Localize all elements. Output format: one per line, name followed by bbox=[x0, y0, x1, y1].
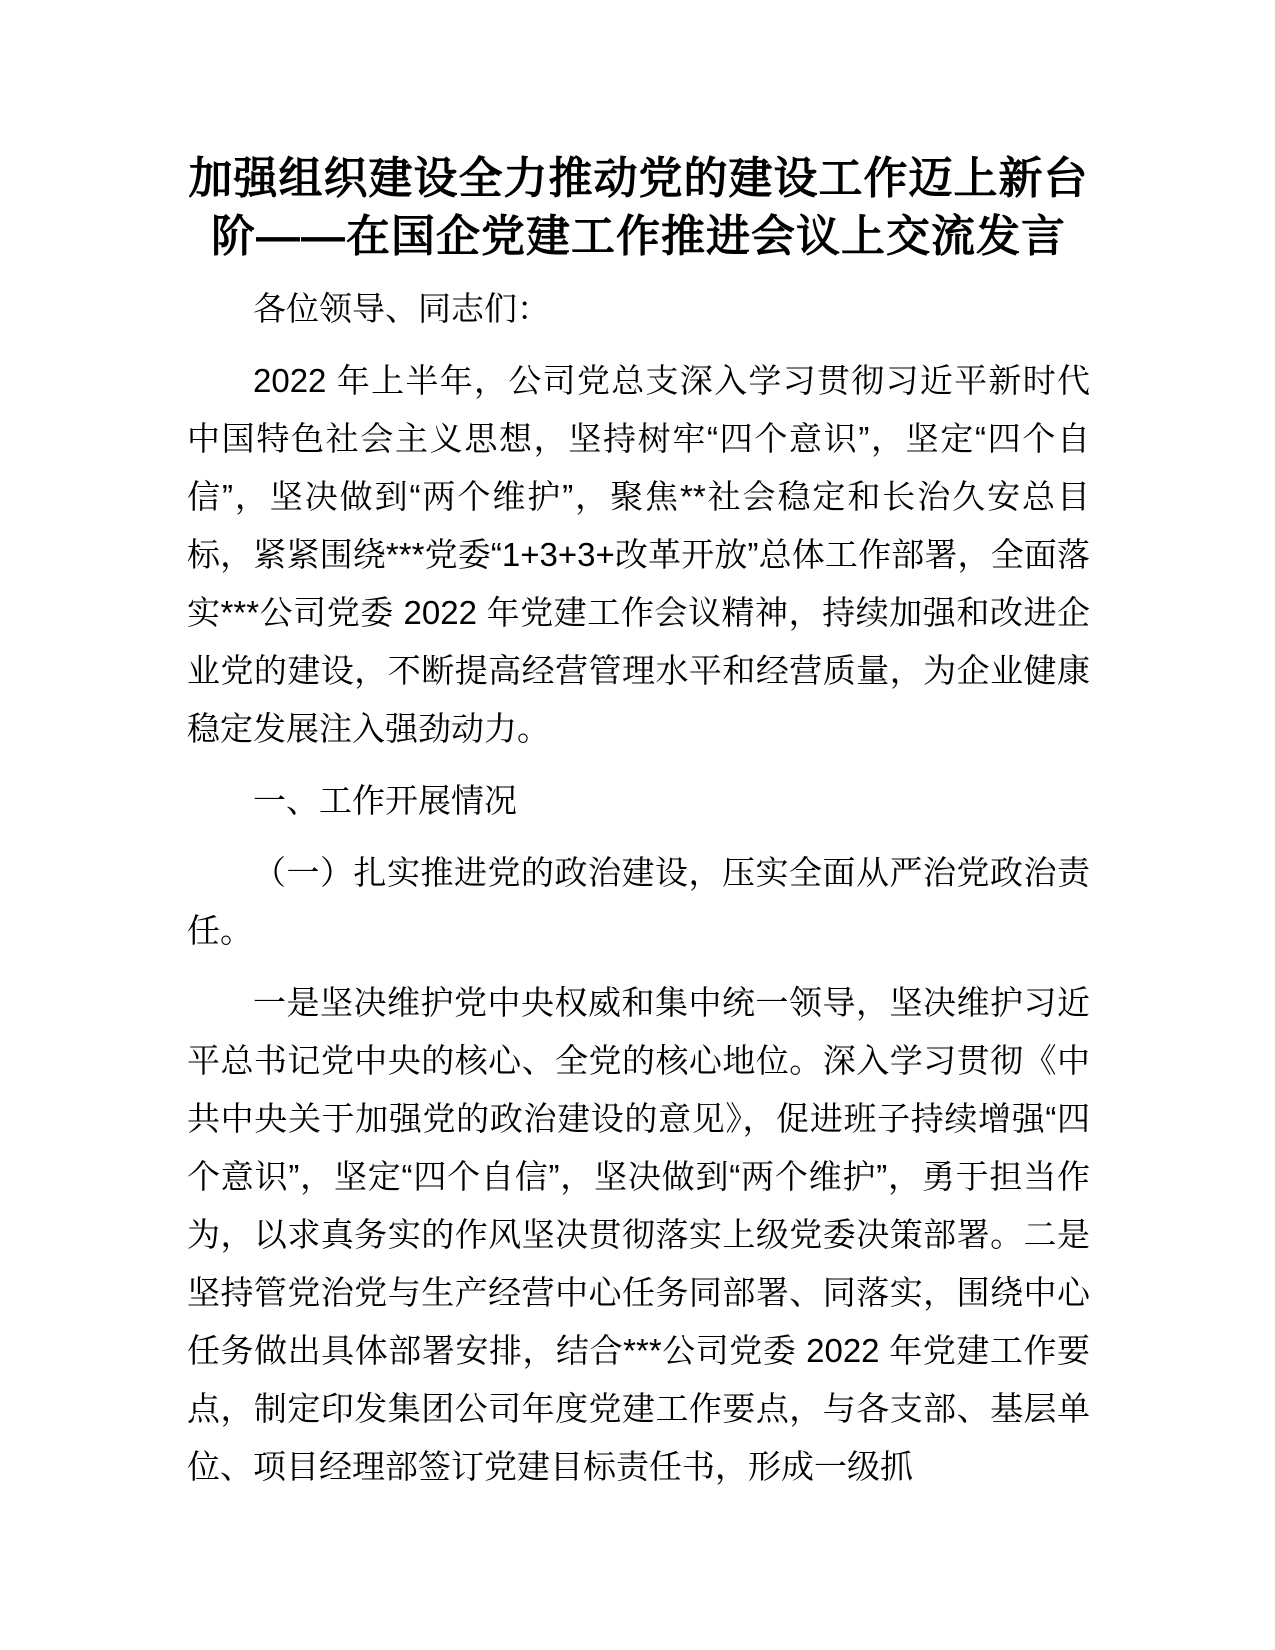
body-paragraph-1: 一是坚决维护党中央权威和集中统一领导，坚决维护习近平总书记党中央的核心、全党的核心地位。深入学习贯彻《中共中央关于加强党的政治建设的意见》，促进班子持续增强“四个意识”，坚定“四个自信”，坚决做到“两个维护”，勇于担当作为，以求真务实的作风坚决贯彻落实上级党委决策部署。二是坚持管党治党与生产经营中心任务同部署、同落实，围绕中心任务做出具体部署安排，结合***公司党委 2022 年党建工作要点，制定印发集团公司年度党建工作要点，与各支部、基层单位、项目经理部签订党建目标责任书，形成一级抓 bbox=[187, 984, 1090, 1485]
salutation-line: 各位领导、同志们： bbox=[253, 290, 550, 327]
subsection-heading-1-1: （一）扎实推进党的政治建设，压实全面从严治党政治责任。 bbox=[187, 854, 1090, 949]
section-heading-1: 一、工作开展情况 bbox=[253, 782, 517, 819]
document-title: 加强组织建设全力推动党的建设工作迈上新台阶——在国企党建工作推进会议上交流发言 bbox=[188, 154, 1089, 261]
opening-paragraph: 2022 年上半年，公司党总支深入学习贯彻习近平新时代中国特色社会主义思想，坚持树牢“四个意识”，坚定“四个自信”，坚决做到“两个维护”，聚焦**社会稳定和长治久安总目标，紧紧围绕***党委“1+3+3+改革开放”总体工作部署，全面落实***公司党委 2022 年党建工作会议精神，持续加强和改进企业党的建设，不断提高经营管理水平和经营质量，为企业健康稳定发展注入强劲动力。 bbox=[187, 362, 1090, 747]
